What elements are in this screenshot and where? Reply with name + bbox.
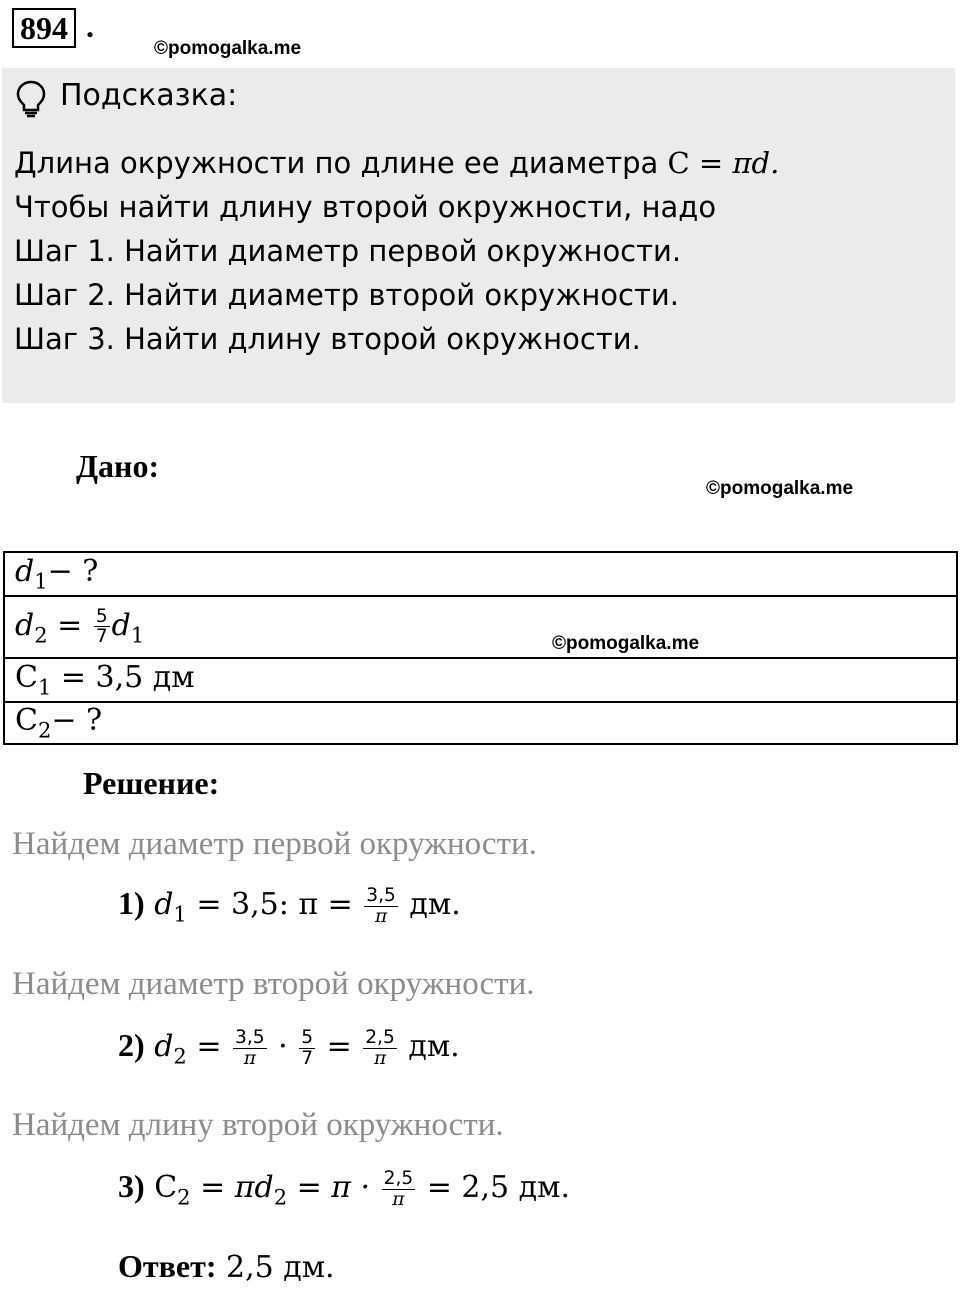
var-d: d <box>15 554 35 590</box>
sub: 2 <box>173 1044 187 1069</box>
var-d: d <box>111 607 131 643</box>
step-unit: дм. <box>398 1029 460 1064</box>
solution-step-1 <box>118 885 461 926</box>
given-row-c2 <box>4 702 957 744</box>
fraction <box>364 886 398 926</box>
step-text: · <box>268 1029 298 1064</box>
sub: 1 <box>173 902 187 927</box>
sub: 1 <box>34 569 48 594</box>
given-row-c1 <box>4 658 957 702</box>
hint-title: Подсказка: <box>60 78 238 113</box>
solution-comment-2: Найдем диаметр второй окружности. <box>12 966 535 1002</box>
var-d: d <box>154 1029 174 1064</box>
fraction <box>233 1028 267 1068</box>
numerator: 5 <box>301 1026 314 1048</box>
step-text: = 2,5 дм. <box>417 1170 571 1205</box>
solution-step-3 <box>118 1168 570 1209</box>
hint-step-2-text: Найти диаметр второй окружности. <box>114 278 679 312</box>
hint-step-3 <box>14 319 641 359</box>
step-unit: дм. <box>399 887 461 922</box>
given-table <box>3 551 958 745</box>
var-d: d <box>254 1170 274 1205</box>
var-d: d <box>15 607 35 643</box>
sub: 2 <box>177 1185 191 1210</box>
sub: 1 <box>37 675 52 700</box>
solution-title: Решение: <box>83 765 220 801</box>
hint-formula-rest: = πd. <box>689 146 780 180</box>
given-text: = 3,5 дм <box>51 660 195 696</box>
step-text: = 3,5: π = <box>186 887 363 922</box>
var-d: d <box>154 887 174 922</box>
numerator: 2,5 <box>383 1167 414 1189</box>
denominator: 7 <box>301 1047 314 1069</box>
solution-comment-1: Найдем диаметр первой окружности. <box>12 826 537 862</box>
var-c: C <box>15 703 38 739</box>
problem-number-dot: . <box>86 8 94 44</box>
hint-formula-c: C <box>667 146 690 180</box>
fraction <box>382 1169 416 1209</box>
hint-step-3-label: Шаг 3. <box>14 322 115 356</box>
hint-step-1-text: Найти диаметр первой окружности. <box>114 234 682 268</box>
denominator: π <box>243 1047 256 1069</box>
hint-line-formula <box>14 143 779 183</box>
fraction <box>94 607 110 647</box>
sub: 2 <box>34 623 48 648</box>
denominator: π <box>374 905 388 927</box>
sub: 1 <box>130 623 145 648</box>
step-text: = <box>186 1029 232 1064</box>
problem-number: 894 <box>12 8 76 48</box>
numerator: 3,5 <box>366 884 396 906</box>
step-label: 2) <box>118 1027 145 1063</box>
solution-step-2 <box>118 1027 460 1068</box>
numerator: 3,5 <box>235 1026 265 1048</box>
step-text: = π · <box>287 1170 380 1205</box>
numerator: 5 <box>95 605 108 627</box>
hint-step-1-label: Шаг 1. <box>14 234 115 268</box>
given-text: = <box>47 607 92 643</box>
solution-comment-3: Найдем длину второй окружности. <box>12 1107 504 1143</box>
hint-step-2 <box>14 275 679 315</box>
hint-step-2-label: Шаг 2. <box>14 278 115 312</box>
step-label: 3) <box>118 1168 145 1204</box>
hint-line-intro: Чтобы найти длину второй окружности, надо <box>14 190 717 224</box>
lightbulb-icon <box>16 80 46 118</box>
hint-step-1 <box>14 231 681 271</box>
given-row-d1 <box>4 552 957 596</box>
sub: 2 <box>37 718 52 743</box>
denominator: π <box>373 1047 387 1069</box>
fraction <box>299 1028 315 1068</box>
step-text: = π <box>190 1170 255 1205</box>
given-text: − ? <box>47 554 99 590</box>
step-text: = <box>317 1029 362 1064</box>
answer <box>118 1248 335 1285</box>
step-label: 1) <box>118 885 145 921</box>
watermark-top: ©pomogalka.me <box>154 38 302 59</box>
answer-value: 2,5 дм. <box>216 1250 335 1285</box>
given-row-d2 <box>4 596 957 658</box>
denominator: π <box>392 1188 405 1210</box>
var-c: C <box>154 1170 178 1205</box>
sub: 2 <box>273 1185 288 1210</box>
fraction <box>363 1028 397 1068</box>
given-title: Дано: <box>76 448 160 484</box>
var-c: C <box>15 660 38 696</box>
numerator: 2,5 <box>365 1026 395 1048</box>
answer-label: Ответ: <box>118 1248 217 1284</box>
given-text: − ? <box>51 703 103 739</box>
hint-formula-text: Длина окружности по длине ее диаметра <box>14 146 668 180</box>
denominator: 7 <box>95 626 108 648</box>
watermark-given: ©pomogalka.me <box>706 478 854 499</box>
hint-step-3-text: Найти длину второй окружности. <box>114 322 641 356</box>
watermark-table: ©pomogalka.me <box>552 633 700 654</box>
